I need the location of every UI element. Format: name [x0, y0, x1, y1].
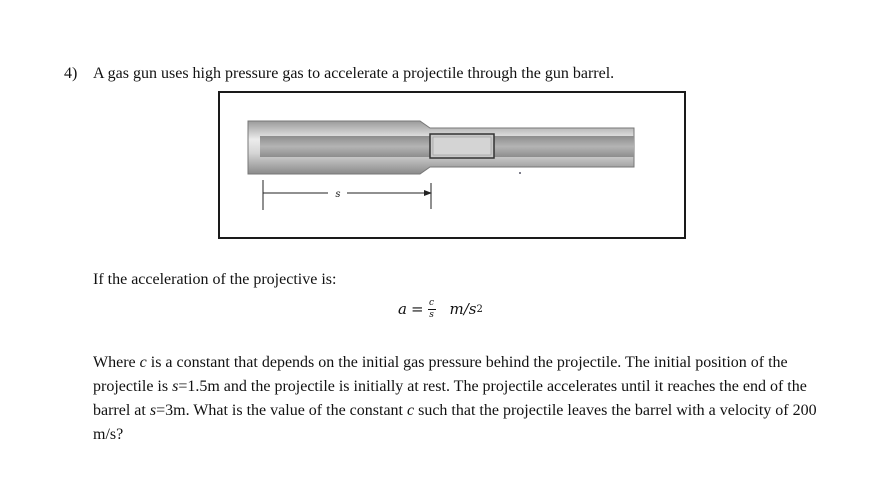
- variable-c: c: [139, 354, 147, 371]
- equation-unit: m/s: [449, 300, 477, 318]
- fraction-denominator: s: [429, 309, 434, 320]
- equation-unit-exponent: 2: [476, 303, 483, 315]
- question-title: A gas gun uses high pressure gas to accelerate a projectile through the gun barrel.: [93, 65, 615, 82]
- paragraph-text: is a constant that depends on the initial gas pressure behind the projectile. The initial position of the projectile is: [93, 354, 788, 395]
- variable-c: c: [406, 402, 415, 419]
- paragraph-text: =3m. What is the value of the constant: [156, 402, 407, 419]
- fraction-numerator: c: [429, 297, 435, 308]
- question-number: 4): [64, 65, 78, 82]
- gas-gun-diagram: [220, 93, 686, 239]
- equation-lhs: a: [398, 300, 407, 318]
- equation-equals: =: [410, 300, 424, 318]
- acceleration-equation: [398, 294, 483, 324]
- variable-s: s: [149, 402, 157, 419]
- dimension-label: s: [335, 189, 341, 200]
- paragraph-text: Where: [93, 354, 140, 371]
- paragraph-text: such that the projectile leaves the barrel with a velocity of 200 m/s?: [93, 402, 817, 443]
- acceleration-prompt: If the acceleration of the projective is:: [93, 271, 337, 288]
- gas-gun-figure: [218, 91, 686, 239]
- variable-s: s: [172, 378, 179, 395]
- equation-fraction: [428, 299, 436, 320]
- paragraph-text: =1.5m and the projectile is initially at rest. The projectile accelerates until it reaches the end of the barrel at: [93, 378, 807, 419]
- problem-paragraph: [93, 351, 823, 447]
